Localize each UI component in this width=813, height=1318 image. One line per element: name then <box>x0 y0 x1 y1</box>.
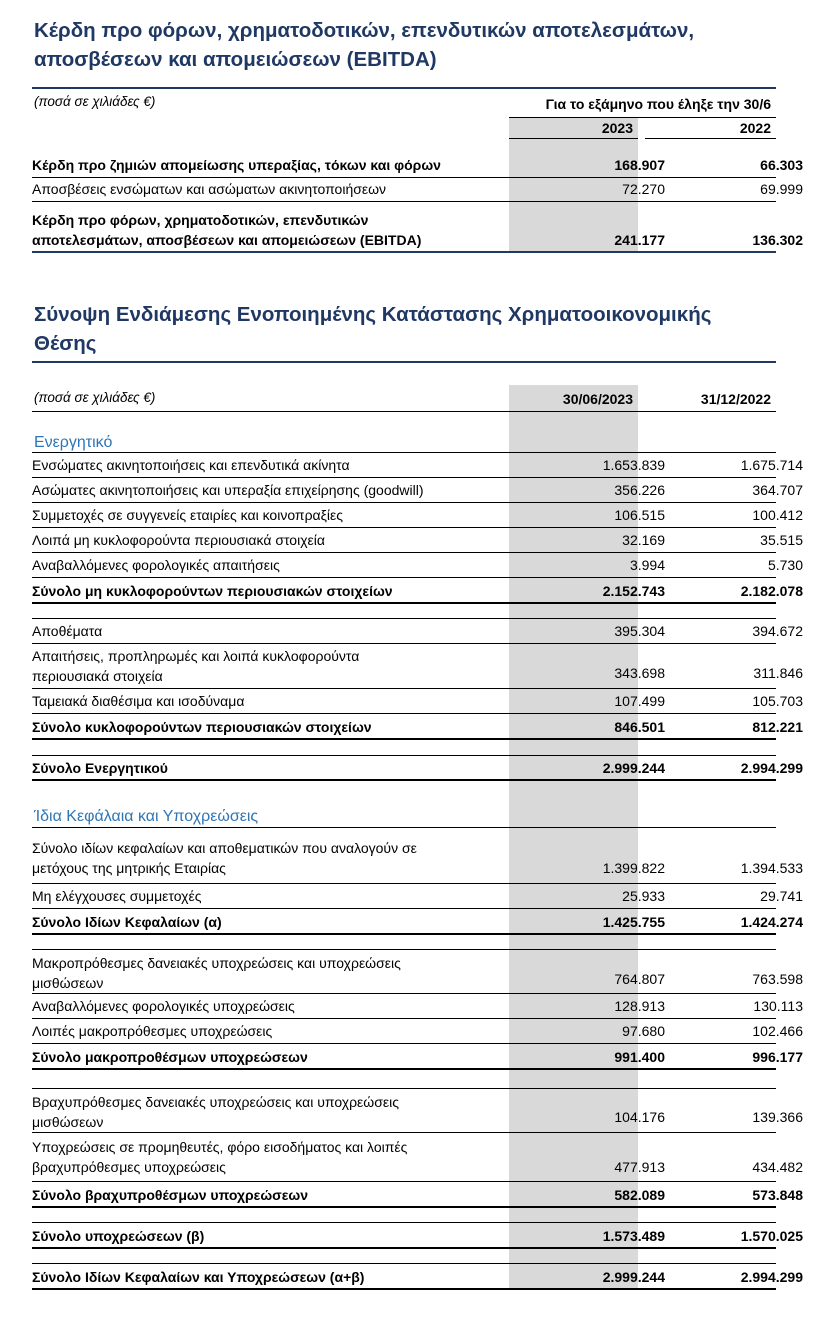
value-31-12-2022: 763.598 <box>752 971 803 987</box>
row-label <box>32 953 497 993</box>
value-31-12-2022: 105.703 <box>752 693 803 709</box>
value-30-06-2023: 104.176 <box>614 1109 665 1125</box>
row-label: Σύνολο υποχρεώσεων (β) <box>32 1228 205 1244</box>
balance-units-note: (ποσά σε χιλιάδες €) <box>34 390 156 405</box>
row-other-non-current-assets <box>32 528 803 553</box>
row-label-line2: αποτελεσμάτων, αποσβέσεων και απομειώσεων (EBITDA) <box>32 232 422 248</box>
row-rule <box>32 779 776 781</box>
balance-col-30-06-2023: 30/06/2023 <box>562 391 633 407</box>
row-label <box>32 1137 497 1177</box>
balance-col-31-12-2022: 31/12/2022 <box>700 391 771 407</box>
row-associates-jv <box>32 503 803 528</box>
row-total-short-term-liabilities <box>32 1182 803 1208</box>
value-30-06-2023: 477.913 <box>614 1159 665 1175</box>
value-30-06-2023: 97.680 <box>622 1023 665 1039</box>
row-label-line1: Βραχυπρόθεσμες δανειακές υποχρεώσεις και υποχρεώσεις <box>32 1094 399 1110</box>
value-2022: 66.303 <box>760 157 803 173</box>
row-equity-attributable-parent <box>32 828 803 884</box>
ebitda-units-note: (ποσά σε χιλιάδες €) <box>34 94 156 109</box>
value-30-06-2023: 582.089 <box>614 1187 665 1203</box>
row-label: Μη ελέγχουσες συμμετοχές <box>32 888 202 904</box>
balance-title-line2: Θέσης <box>34 332 97 355</box>
row-label-line1: Μακροπρόθεσμες δανειακές υποχρεώσεις και υποχρεώσεις <box>32 955 401 971</box>
ebitda-title <box>34 16 774 74</box>
value-31-12-2022: 1.424.274 <box>740 914 803 930</box>
row-label <box>32 838 497 878</box>
value-30-06-2023: 1.425.755 <box>602 914 665 930</box>
ebitda-row-total <box>32 202 803 253</box>
value-30-06-2023: 764.807 <box>614 971 665 987</box>
row-rule <box>32 738 776 740</box>
row-rule <box>32 1206 776 1208</box>
row-label-line2: περιουσιακά στοιχεία <box>32 668 163 684</box>
value-31-12-2022: 2.994.299 <box>740 1269 803 1285</box>
value-30-06-2023: 343.698 <box>614 665 665 681</box>
value-31-12-2022: 1.394.533 <box>740 860 803 876</box>
value-31-12-2022: 1.570.025 <box>740 1228 803 1244</box>
value-30-06-2023: 1.573.489 <box>602 1228 665 1244</box>
row-cash-equivalents <box>32 689 803 714</box>
value-30-06-2023: 3.994 <box>629 557 665 573</box>
row-label: Κέρδη προ ζημιών απομείωσης υπεραξίας, τόκων και φόρων <box>32 157 441 173</box>
value-30-06-2023: 991.400 <box>614 1049 665 1065</box>
row-other-long-term-liabilities <box>32 1019 803 1044</box>
row-label-line2: μετόχους της μητρικής Εταιρίας <box>32 860 226 876</box>
row-intangibles-goodwill <box>32 478 803 503</box>
value-2023: 72.270 <box>622 181 665 197</box>
row-label: Σύνολο Ιδίων Κεφαλαίων και Υποχρεώσεων (α+β) <box>32 1269 365 1285</box>
section-equity-liabilities-heading: Ίδια Κεφάλαια και Υποχρεώσεις <box>34 808 259 825</box>
row-total-long-term-liabilities <box>32 1044 803 1070</box>
value-30-06-2023: 1.653.839 <box>602 457 665 473</box>
value-31-12-2022: 2.182.078 <box>740 583 803 599</box>
row-label <box>32 210 497 250</box>
value-2023: 241.177 <box>614 232 665 248</box>
ebitda-col-2023-underline <box>509 138 638 139</box>
row-total-non-current-assets <box>32 578 803 604</box>
value-31-12-2022: 996.177 <box>752 1049 803 1065</box>
value-31-12-2022: 130.113 <box>753 998 803 1014</box>
row-ppe-investment-property <box>32 453 803 478</box>
row-total-liabilities <box>32 1223 803 1249</box>
row-label: Αποσβέσεις ενσώματων και ασώματων ακινητοποιήσεων <box>32 181 387 197</box>
row-label <box>32 1092 497 1132</box>
row-label: Αποθέματα <box>32 623 103 639</box>
row-label-line2: βραχυπρόθεσμες υποχρεώσεις <box>32 1159 226 1175</box>
row-label: Σύνολο μη κυκλοφορούντων περιουσιακών στοιχείων <box>32 583 393 599</box>
row-deferred-tax-assets <box>32 553 803 578</box>
ebitda-col-2022: 2022 <box>739 120 771 136</box>
row-inventories <box>32 619 803 644</box>
value-31-12-2022: 812.221 <box>752 719 803 735</box>
row-label: Λοιπά μη κυκλοφορούντα περιουσιακά στοιχεία <box>32 532 325 548</box>
row-total-equity <box>32 909 803 935</box>
balance-top-rule <box>32 361 776 363</box>
row-label: Λοιπές μακροπρόθεσμες υποχρεώσεις <box>32 1023 273 1039</box>
value-31-12-2022: 5.730 <box>767 557 803 573</box>
value-31-12-2022: 35.515 <box>760 532 803 548</box>
balance-units-underline <box>32 411 776 412</box>
row-label-line2: μισθώσεων <box>32 1114 104 1130</box>
value-30-06-2023: 2.999.244 <box>602 760 665 776</box>
row-payables-suppliers-tax <box>32 1133 803 1182</box>
row-long-term-borrowings <box>32 950 803 994</box>
ebitda-row-depreciation <box>32 178 803 202</box>
value-30-06-2023: 2.152.743 <box>602 583 665 599</box>
ebitda-col-2022-underline <box>645 138 776 139</box>
row-label-line2: μισθώσεων <box>32 975 104 991</box>
value-30-06-2023: 2.999.244 <box>602 1269 665 1285</box>
row-label-line1: Απαιτήσεις, προπληρωμές και λοιπά κυκλοφορούντα <box>32 648 360 664</box>
row-rule <box>32 251 776 253</box>
value-30-06-2023: 1.399.822 <box>602 860 665 876</box>
row-rule <box>32 933 776 935</box>
row-label: Σύνολο Ενεργητικού <box>32 760 168 776</box>
value-30-06-2023: 128.913 <box>614 998 665 1014</box>
ebitda-col-2023: 2023 <box>601 120 633 136</box>
row-label: Σύνολο βραχυπροθέσμων υποχρεώσεων <box>32 1187 308 1203</box>
row-label: Συμμετοχές σε συγγενείς εταιρίες και κοινοπραξίες <box>32 507 344 523</box>
balance-title-line1: Σύνοψη Ενδιάμεσης Ενοποιημένης Κατάστασης Χρηματοοικονομικής <box>34 303 712 326</box>
value-31-12-2022: 2.994.299 <box>740 760 803 776</box>
value-30-06-2023: 356.226 <box>614 482 665 498</box>
value-31-12-2022: 100.412 <box>752 507 803 523</box>
row-deferred-tax-liabilities <box>32 994 803 1019</box>
row-rule <box>32 1288 776 1290</box>
row-label: Ταμειακά διαθέσιμα και ισοδύναμα <box>32 693 245 709</box>
row-total-assets <box>32 756 803 781</box>
value-2023: 168.907 <box>614 157 665 173</box>
ebitda-top-rule <box>32 87 776 89</box>
row-total-equity-and-liabilities <box>32 1264 803 1290</box>
ebitda-row-operating-profit <box>32 152 803 178</box>
row-label-line1: Υποχρεώσεις σε προμηθευτές, φόρο εισοδήματος και λοιπές <box>32 1139 408 1155</box>
row-label: Σύνολο κυκλοφορούντων περιουσιακών στοιχείων <box>32 719 372 735</box>
value-31-12-2022: 364.707 <box>752 482 803 498</box>
value-31-12-2022: 573.848 <box>752 1187 803 1203</box>
row-label-line1: Κέρδη προ φόρων, χρηματοδοτικών, επενδυτικών <box>32 212 369 228</box>
value-31-12-2022: 29.741 <box>760 888 803 904</box>
row-label: Ασώματες ακινητοποιήσεις και υπεραξία επιχείρησης (goodwill) <box>32 482 424 498</box>
row-label: Σύνολο Ιδίων Κεφαλαίων (α) <box>32 914 222 930</box>
balance-title <box>34 300 774 358</box>
value-31-12-2022: 311.846 <box>753 665 803 681</box>
value-31-12-2022: 394.672 <box>752 623 803 639</box>
ebitda-title-line1: Κέρδη προ φόρων, χρηματοδοτικών, επενδυτικών αποτελεσμάτων, <box>34 19 695 42</box>
value-30-06-2023: 25.933 <box>622 888 665 904</box>
value-31-12-2022: 139.366 <box>752 1109 803 1125</box>
value-31-12-2022: 434.482 <box>752 1159 803 1175</box>
row-rule <box>32 1068 776 1070</box>
row-label: Σύνολο μακροπροθέσμων υποχρεώσεων <box>32 1049 308 1065</box>
value-2022: 69.999 <box>760 181 803 197</box>
row-label: Ενσώματες ακινητοποιήσεις και επενδυτικά ακίνητα <box>32 457 350 473</box>
row-rule <box>32 602 776 604</box>
value-30-06-2023: 106.515 <box>614 507 665 523</box>
row-label: Αναβαλλόμενες φορολογικές απαιτήσεις <box>32 557 280 573</box>
value-2022: 136.302 <box>752 232 803 248</box>
value-30-06-2023: 395.304 <box>614 623 665 639</box>
value-31-12-2022: 1.675.714 <box>740 457 803 473</box>
row-short-term-borrowings <box>32 1089 803 1133</box>
section-assets-heading: Ενεργητικό <box>34 434 113 451</box>
value-31-12-2022: 102.466 <box>752 1023 803 1039</box>
row-label <box>32 646 497 686</box>
ebitda-title-line2: αποσβέσεων και απομειώσεων (EBITDA) <box>34 48 437 71</box>
row-label: Αναβαλλόμενες φορολογικές υποχρεώσεις <box>32 998 295 1014</box>
row-rule <box>32 1247 776 1249</box>
value-30-06-2023: 32.169 <box>622 532 665 548</box>
value-30-06-2023: 846.501 <box>614 719 665 735</box>
row-total-current-assets <box>32 714 803 740</box>
row-non-controlling-interests <box>32 884 803 909</box>
value-30-06-2023: 107.499 <box>614 693 665 709</box>
row-label-line1: Σύνολο ιδίων κεφαλαίων και αποθεματικών που αναλογούν σε <box>32 840 417 856</box>
row-receivables-prepayments <box>32 644 803 689</box>
ebitda-period-underline <box>509 117 776 118</box>
ebitda-period-header: Για το εξάμηνο που έληξε την 30/6 <box>545 96 771 112</box>
